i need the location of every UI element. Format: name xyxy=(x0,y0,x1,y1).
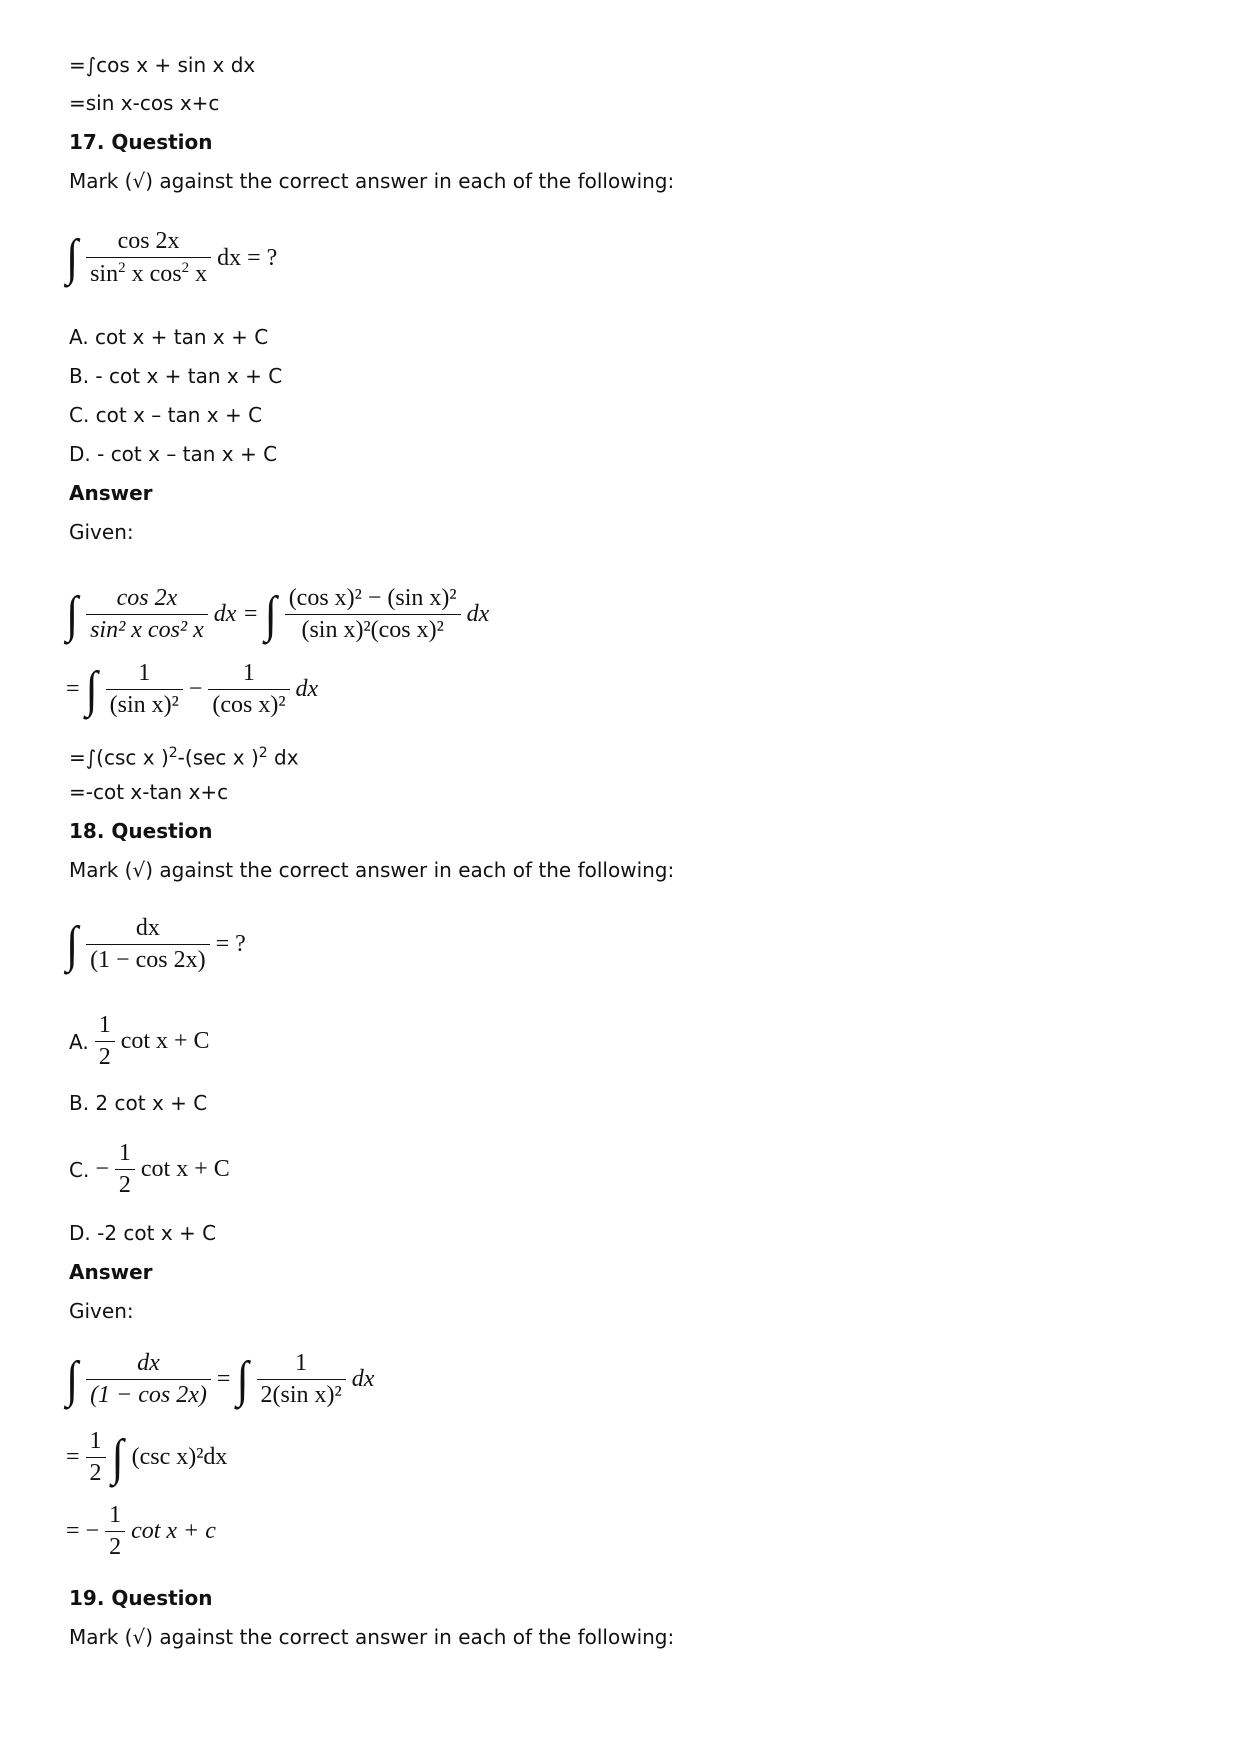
option-b: B. - cot x + tan x + C xyxy=(69,364,283,388)
question-18-integral xyxy=(66,915,246,974)
denominator: (1 − cos 2x) xyxy=(90,1382,207,1408)
numerator: 1 xyxy=(105,1502,125,1532)
solution-step-3 xyxy=(66,1502,216,1561)
text: -(sec x ) xyxy=(177,745,259,770)
fraction xyxy=(105,1502,125,1561)
fraction xyxy=(208,660,289,719)
integral-sign: ∫ xyxy=(66,1350,79,1408)
solution-step-1 xyxy=(66,1350,374,1409)
numerator: cos 2x xyxy=(86,228,211,258)
fraction xyxy=(106,660,183,719)
equals: = − xyxy=(66,1518,100,1544)
den-text: sin xyxy=(90,261,119,287)
solution-line: =∫cos x + sin x dx xyxy=(69,53,256,77)
integral-sign: ∫ xyxy=(66,585,79,643)
rhs: dx = ? xyxy=(217,244,278,271)
numerator: 1 xyxy=(208,660,289,690)
question-17-instruction: Mark (√) against the correct answer in each of the following: xyxy=(69,169,675,193)
minus: − xyxy=(95,1156,109,1182)
exponent: 2 xyxy=(181,260,190,276)
differential: dx xyxy=(351,1366,375,1392)
option-d: D. - cot x – tan x + C xyxy=(69,442,278,466)
rhs: = ? xyxy=(215,931,246,957)
question-18-heading: 18. Question xyxy=(69,819,213,843)
fraction xyxy=(86,915,210,974)
equals: = xyxy=(66,676,80,702)
den-text: x cos xyxy=(125,261,182,287)
denominator: 2 xyxy=(98,1044,111,1070)
solution-step-2 xyxy=(66,660,318,719)
question-17-integral xyxy=(66,228,277,288)
solution-step-2 xyxy=(66,1428,227,1487)
fraction xyxy=(95,1012,115,1071)
integral-sign: ∫ xyxy=(66,915,79,973)
fraction xyxy=(86,228,211,288)
fraction xyxy=(257,1350,346,1409)
option-d: D. -2 cot x + C xyxy=(69,1221,217,1245)
fraction xyxy=(115,1140,135,1199)
expression: (csc x)²dx xyxy=(131,1444,228,1470)
numerator: 1 xyxy=(95,1012,115,1042)
integral-sign: ∫ xyxy=(85,660,98,718)
numerator: dx xyxy=(86,915,210,945)
differential: dx xyxy=(466,601,490,627)
denominator: 2 xyxy=(89,1460,102,1486)
numerator: 1 xyxy=(115,1140,135,1170)
option-a xyxy=(69,1012,210,1071)
given-label: Given: xyxy=(69,1299,134,1323)
fraction xyxy=(285,585,461,644)
fraction xyxy=(86,585,208,644)
question-17-heading: 17. Question xyxy=(69,130,213,154)
solution-step-4: =-cot x-tan x+c xyxy=(69,780,229,804)
integral-sign: ∫ xyxy=(264,585,277,643)
exponent: 2 xyxy=(118,260,126,276)
text: =∫(csc x ) xyxy=(69,745,169,770)
solution-step-3 xyxy=(69,740,299,771)
equals: = xyxy=(66,1444,80,1470)
integral-sign: ∫ xyxy=(66,229,79,286)
text: dx xyxy=(267,745,299,770)
numerator: dx xyxy=(86,1350,211,1380)
question-18-instruction: Mark (√) against the correct answer in each of the following: xyxy=(69,858,675,882)
option-b: B. 2 cot x + C xyxy=(69,1091,208,1115)
question-19-heading: 19. Question xyxy=(69,1586,213,1610)
option-c: C. cot x – tan x + C xyxy=(69,403,263,427)
fraction xyxy=(86,1428,106,1487)
option-label: A. xyxy=(69,1029,89,1054)
given-label: Given: xyxy=(69,520,134,544)
fraction xyxy=(86,1350,211,1409)
denominator: 2(sin x)² xyxy=(260,1382,342,1408)
denominator: (1 − cos 2x) xyxy=(90,947,206,973)
denominator: (sin x)² xyxy=(109,692,179,718)
solution-step-1 xyxy=(66,585,489,644)
denominator: sin² x cos² x xyxy=(90,617,204,643)
denominator: (cos x)² xyxy=(212,692,286,718)
numerator: 1 xyxy=(86,1428,106,1458)
solution-line: =sin x-cos x+c xyxy=(69,91,220,115)
exponent: 2 xyxy=(258,745,268,761)
denominator: (sin x)²(cos x)² xyxy=(301,617,444,643)
numerator: 1 xyxy=(106,660,183,690)
option-label: C. xyxy=(69,1157,90,1182)
question-19-instruction: Mark (√) against the correct answer in each of the following: xyxy=(69,1625,675,1649)
expression: cot x + C xyxy=(140,1156,230,1182)
option-a: A. cot x + tan x + C xyxy=(69,325,269,349)
minus: − xyxy=(188,676,203,702)
denominator: 2 xyxy=(118,1172,131,1198)
numerator: 1 xyxy=(257,1350,346,1380)
integral-sign: ∫ xyxy=(236,1350,249,1408)
den-text: x xyxy=(189,261,208,287)
numerator: cos 2x xyxy=(86,585,208,615)
option-c xyxy=(69,1140,230,1199)
denominator: 2 xyxy=(109,1534,122,1560)
integral-sign: ∫ xyxy=(111,1428,124,1486)
answer-heading: Answer xyxy=(69,1260,153,1284)
equals: dx = xyxy=(213,601,259,627)
exponent: 2 xyxy=(168,745,178,761)
denominator xyxy=(86,258,211,288)
answer-heading: Answer xyxy=(69,481,153,505)
equals: = xyxy=(216,1366,231,1392)
expression: cot x + c xyxy=(131,1518,216,1544)
numerator: (cos x)² − (sin x)² xyxy=(285,585,461,615)
expression: cot x + C xyxy=(120,1028,210,1054)
differential: dx xyxy=(295,676,319,702)
